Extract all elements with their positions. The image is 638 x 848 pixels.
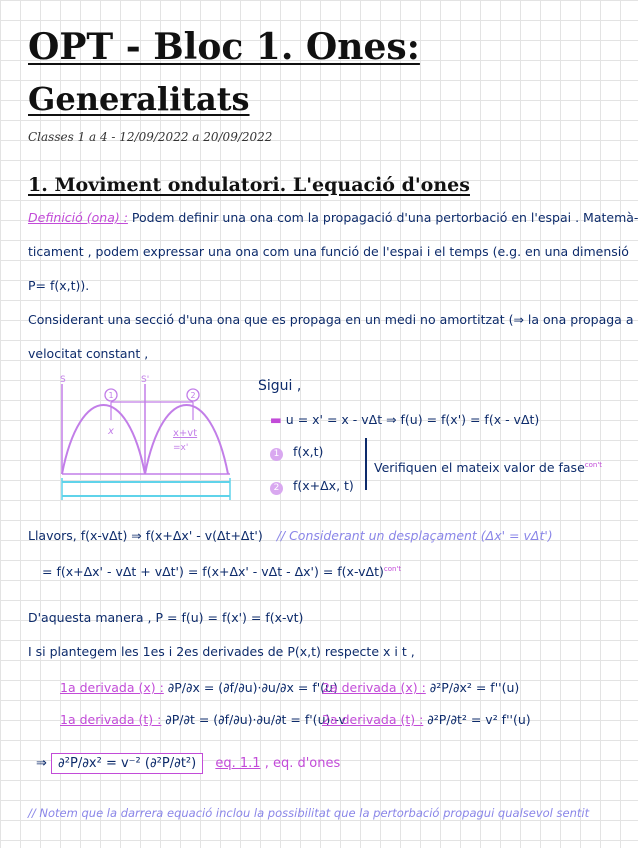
derivative-1x-label: 1a derivada (x) : — [60, 680, 164, 695]
point-2-expr: f(x+Δx, t) — [292, 478, 354, 493]
derivative-2x — [322, 680, 519, 695]
derivative-1t — [60, 712, 346, 727]
plantegem-line: I si plantegem les 1es i 2es derivades de P(x,t) respecte x i t , — [28, 644, 415, 659]
point-2-marker: 2 — [270, 482, 283, 495]
bullet-icon: ▬ — [270, 412, 286, 427]
llavors-expr-2: = f(x+Δx' - vΔt + vΔt') = f(x+Δx' - vΔt - Δx') = f(x-vΔt) — [42, 564, 384, 579]
derivative-1t-label: 1a derivada (t) : — [60, 712, 162, 727]
llavors-line-2 — [42, 564, 401, 579]
derivative-1t-expr: ∂P/∂t = (∂f/∂u)·∂u/∂t = f'(u)·-v — [165, 712, 346, 727]
considering-line-1: Considerant una secció d'una ona que es propaga en un medi no amortitzat (⇒ la ona propaga a — [28, 312, 634, 327]
considering-line-2: velocitat constant , — [28, 346, 149, 361]
derivative-2t-expr: ∂²P/∂t² = v² f''(u) — [427, 712, 531, 727]
marker-1: 1 — [108, 391, 114, 400]
daquesta-line: D'aquesta manera , P = f(u) = f(x') = f(x-vt) — [28, 610, 304, 625]
point-1-expr: f(x,t) — [292, 444, 324, 459]
llavors-sup: con't — [383, 564, 402, 573]
definition-text-1: Podem definir una ona com la propagació d'una pertorbació en l'espai . Matemà- — [131, 210, 638, 225]
derivative-2x-label: 2a derivada (x) : — [322, 680, 426, 695]
equation-description: , eq. d'ones — [264, 756, 341, 771]
wave-equation-row — [36, 756, 340, 771]
derivative-2t — [322, 712, 531, 727]
point-1-marker: 1 — [270, 448, 283, 461]
footer-note: // Notem que la darrera equació inclou la possibilitat que la pertorbació propagui qualsevol sentit — [28, 806, 590, 820]
llavors-line-1 — [28, 528, 553, 543]
definition-line-2: ticament , podem expressar una ona com una funció de l'espai i el temps (e.g. en una dimensió — [28, 244, 629, 259]
displacement-note: // Considerant un desplaçament (Δx' = vΔt') — [276, 528, 553, 543]
llavors-expr-1: Llavors, f(x-vΔt) ⇒ f(x+Δx' - v(Δt+Δt') — [28, 528, 263, 543]
page-title: OPT - Bloc 1. Ones: — [28, 26, 420, 68]
sigui-u-expr: u = x' = x - vΔt ⇒ f(u) = f(x') = f(x - vΔt) — [285, 412, 540, 427]
page-subtitle: Generalitats — [28, 80, 250, 118]
verify-phase — [374, 460, 602, 475]
wave-equation-box: ∂²P/∂x² = v⁻² (∂²P/∂t²) — [51, 753, 203, 774]
implies-arrow: ⇒ — [36, 756, 47, 771]
definition-label: Definició (ona) : — [28, 210, 128, 225]
derivative-1x — [60, 680, 338, 695]
definition-line-3: P= f(x,t)). — [28, 278, 90, 293]
class-dates: Classes 1 a 4 - 12/09/2022 a 20/09/2022 — [28, 130, 273, 144]
wave-diagram — [40, 372, 250, 507]
derivative-2x-expr: ∂²P/∂x² = f''(u) — [429, 680, 520, 695]
point-1-row — [270, 444, 323, 461]
verify-phase-text: Verifiquen el mateix valor de fase — [374, 460, 585, 475]
equation-label: eq. 1.1 — [215, 756, 261, 771]
label-eq-x-prime: =x' — [173, 443, 189, 453]
derivative-1x-expr: ∂P/∂x = (∂f/∂u)·∂u/∂x = f'(u) — [167, 680, 338, 695]
label-s: S — [60, 375, 66, 385]
label-s-prime: S' — [141, 375, 150, 385]
point-2-row — [270, 478, 354, 495]
section-heading: 1. Moviment ondulatori. L'equació d'ones — [28, 174, 470, 196]
definition-line-1 — [28, 210, 638, 225]
marker-2: 2 — [190, 391, 196, 400]
verify-phase-sup: con't — [584, 460, 603, 469]
sigui-label: Sigui , — [258, 378, 302, 394]
derivative-2t-label: 2a derivada (t) : — [322, 712, 424, 727]
label-x: x — [108, 426, 114, 437]
sigui-u-line — [270, 412, 539, 427]
label-x-plus-vt: x+vt — [173, 428, 198, 439]
separator-bar — [365, 438, 367, 490]
